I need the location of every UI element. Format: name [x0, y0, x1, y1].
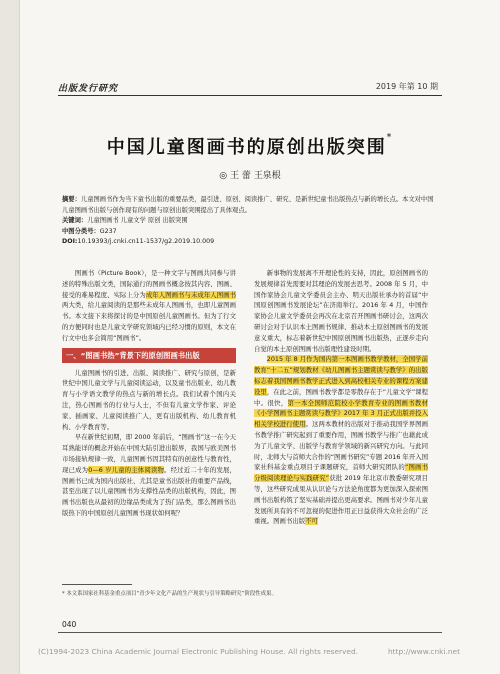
right-column [254, 268, 428, 527]
highlighted-text: “图画书分级阅读理论与实践研究” [254, 463, 429, 483]
title-footnote-mark: * [386, 133, 394, 143]
doi [62, 237, 438, 248]
paragraph [254, 354, 428, 527]
abstract [62, 195, 438, 216]
highlighted-text: 第一本全国师范院校小学教育专业的图画书教材《小学图画书主题赏读与教学》2017 年 3 月正式出版并投入相关学校进行使用 [254, 398, 429, 429]
paragraph: 图画书（Picture Book），是一种文字与图画共同参与讲述的特殊出版文类，国际通行的图画书概念按其内容、图画、接受的难易程度、实际上分为成年人图画书与未成年人图画书两大类，给儿童阅读的是那些未成年人图画书，也即儿童图画书。本文接下来将探讨的是中国原创儿童图画书。但为了行文的方便同时也是儿童文学研究领域内已经习惯的原则，本文在行文中也多会简用“图画书”。 [62, 269, 237, 342]
highlighted-text: 不可 [305, 517, 318, 526]
doi-label: DOI: [62, 238, 78, 245]
clc-number [62, 227, 438, 238]
paragraph: 儿童图画书的引进、出版、阅读推广、研究与原创，是新世纪中国儿童文学与儿童阅读运动，以及童书出版业、幼儿教育与小学语文教学的热点与新的增长点。我们试着个国内关注，热心图画书的行业与人士，不但有儿童文学作家、评论家、插画家、儿童阅读推广人，更有出版机构、幼儿教育机构、小学教育等。 [62, 368, 236, 431]
paragraph-body: 2015 年 8 月作为国内第一本图画书教学教材，全国学前教育“十二五”规划教材《幼儿图画书主题赏读与教学》的出版标志着我国图画书教学正式进入到高校相关专业的课程方案建设里，在此之前，图画书教学都是零散存在于“儿童文学”课程中。很快，第一本全国师范院校小学教育专业的图画书教材《小学图画书主题赏读与教学》2017 年 3 月正式出版并投入相关学校进行使用。这两本教材的出版对于推动我国学界图画书教学推广研究起到了重要作用，图画书教学与推广也藉此成为了儿童文学、出版学与教育学领域的新兴研究方向。与此同时，北师大与首师大合作的“图画书研究”专题 2016 年开入国家社科基金重点项目子课题研究，首师大研究团队的“图画书分级阅读理论与实践研究”获批 2019 年北京市教委研究项目等，这些研究成果从认识论与方法论角度都为更加深入探索图画书出版构筑了坚实基础并提出更高要求。图画书对少年儿童发展所具有的不可忽视的促进作用正日益获得大众社会的广泛重视。图画书出版 [254, 355, 429, 526]
website-link[interactable]: http://www.cnki.net [387, 647, 460, 656]
footnote-rule [62, 584, 132, 585]
left-column [62, 268, 236, 519]
section-heading: 一、“图画书热”背景下的原创图画书出版 [62, 348, 236, 363]
page-number: 040 [62, 620, 77, 629]
footer-rule [58, 632, 442, 633]
paragraph: 新事物的发展离不开理论性的支持，因此，原创图画书的发展规律首先需要对其理论的发展去思考。2008 年 5 月，中国作家协会儿童文学委员会主办、明天出版社承办的首届“中国原创图画书发展论坛”在济南举行。2016 年 4 月，中国作家协会儿童文学委员会再次在北京召开图画书研讨会，这两次研讨会对于认识本土图画书规律、推动本土原创图画书的发展意义重大，标志着新世纪中国原创图画书出版热，正逐步走向自觉的本土原创图画书出版理性建设时期。 [254, 269, 428, 353]
issue-label: 2019 年第 10 期 [375, 82, 438, 91]
article-title-text: 中国儿童图画书的原创出版突围 [106, 137, 387, 158]
abstract-text: 儿童图画书作为当下童书出版的重要品类，最引进、原创、阅读推广、研究、是新世纪童书出版热点与新的增长点。本文对中国儿童图画书出版与创作现有的问题与原创出版突围提出了具体观点。 [62, 196, 434, 214]
footnote: * 本文系国家社科基金重点项目“青少年文化产品的生产现状与引导策略研究”阶段性成果。 [62, 591, 277, 597]
article-authors: ◎ 王 蕾 王泉根 [219, 171, 281, 181]
abstract-label: 摘要： [62, 196, 81, 203]
highlighted-text: 0—6 岁儿童的主体阅读物 [88, 465, 165, 474]
page-edge-strip [0, 0, 20, 674]
highlighted-text: 2015 年 8 月作为国内第一本图画书教学教材，全国学前教育“十二五”规划教材《幼儿图画书主题赏读与教学》的出版标志着我国图画书教学正式进入到高校相关专业的课程方案建设里 [254, 355, 428, 396]
article-metadata [62, 195, 438, 248]
keywords-label: 关键词： [62, 217, 88, 224]
clc-label: 中图分类号： [62, 227, 100, 235]
article-title [58, 133, 442, 159]
doi-text: 10.19393/j.cnki.cn11-1537/g2.2019.10.009 [77, 238, 215, 245]
paragraph: 早在新世纪初期，即 2000 年前后，“图画书”这一在今天耳熟能详的概念开始在中国大陆引进出版界，我国与欧美图书市场接轨规律一致，儿童图画书因其特有的创意性与教育性，现已成为0—6 岁儿童的主体阅读物。经过近二十年的发展，图画书已成为国内出版社、尤其是童书出版社的重要产品线，甚至出现了以儿童图画书为支撑性品类的出版机构，因此，图画书出版也从最初的边缘品类成为了热门品类，那么图画书出版热下的中国原创儿童图画书现状如何呢？ [62, 433, 237, 517]
clc-text: G237 [99, 227, 117, 235]
copyright-notice: (C)1994-2023 China Academic Journal Electronic Publishing House. All rights reserved. [38, 647, 359, 656]
keywords [62, 216, 438, 227]
journal-name: 出版发行研究 [58, 84, 119, 94]
highlighted-text: 成年人图画书与未成年人图画书 [145, 290, 237, 299]
header-rule [58, 95, 442, 96]
keywords-text: 儿童图画书 儿童文学 原创 出版突围 [87, 217, 188, 224]
